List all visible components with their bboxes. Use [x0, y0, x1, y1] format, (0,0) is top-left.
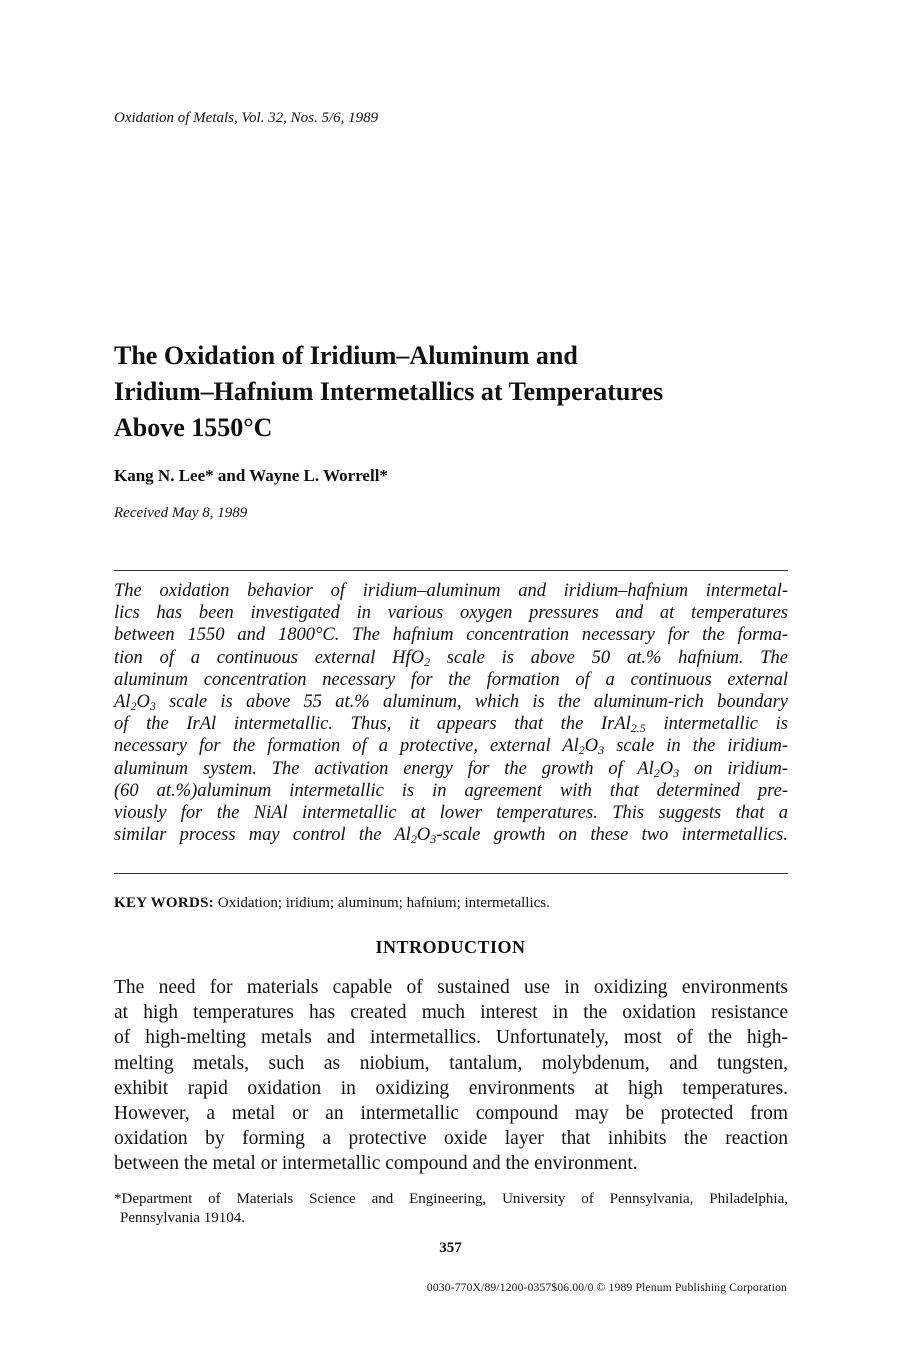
abstract-line	[114, 824, 788, 846]
subscript: 3	[149, 699, 156, 714]
abstract-text: -scale growth on these two intermetallics.	[436, 825, 788, 846]
title-line: Above 1550°C	[114, 413, 273, 442]
subscript: 3	[598, 743, 605, 758]
subscript: 2	[410, 832, 417, 847]
abstract-text: intermetallic is	[645, 714, 788, 735]
subscript: 2	[578, 743, 585, 758]
paragraph-line: melting metals, such as niobium, tantalum, molybdenum, and tungsten,	[114, 1052, 788, 1074]
subscript: 2	[653, 765, 660, 780]
abstract-text: scale in the iridium-	[604, 736, 788, 757]
paragraph-line: oxidation by forming a protective oxide layer that inhibits the reaction	[114, 1128, 788, 1150]
abstract-text: scale is above 50 at.% hafnium. The	[430, 647, 788, 668]
abstract-line	[114, 580, 788, 602]
subscript: 2.5	[630, 721, 646, 736]
abstract-text: on iridium-	[679, 758, 789, 779]
abstract-text: necessary for the formation of a protective, external Al	[114, 736, 579, 757]
subscript: 3	[430, 832, 437, 847]
keywords-label: KEY WORDS:	[114, 895, 215, 911]
copyright-line: 0030-770X/89/1200-0357$06.00/0 © 1989 Plenum Publishing Corporation	[426, 1282, 787, 1294]
abstract-line	[114, 802, 788, 824]
title-line: Iridium–Hafnium Intermetallics at Temperatures	[114, 377, 664, 406]
footnote-line: Pennsylvania 19104.	[120, 1210, 245, 1226]
abstract-bottom-rule	[114, 873, 788, 874]
journal-citation: Oxidation of Metals, Vol. 32, Nos. 5/6, 1989	[114, 110, 379, 126]
abstract	[114, 580, 788, 846]
section-heading: INTRODUCTION	[375, 937, 526, 957]
abstract-line	[114, 669, 788, 691]
paragraph-line: of high-melting metals and intermetallics. Unfortunately, most of the high-	[114, 1027, 788, 1049]
page-number: 357	[439, 1240, 462, 1256]
abstract-text: O	[659, 758, 674, 779]
abstract-text: viously for the NiAl intermetallic at lower temperatures. This suggests that a	[114, 803, 788, 824]
abstract-text: Al	[114, 692, 131, 713]
subscript: 2	[130, 699, 137, 714]
abstract-text: lics has been investigated in various oxygen pressures and at temperatures	[114, 603, 788, 624]
abstract-text: between 1550 and 1800°C. The hafnium concentration necessary for the forma-	[114, 625, 788, 646]
paragraph-line: between the metal or intermetallic compound and the environment.	[114, 1153, 638, 1175]
abstract-line	[114, 735, 788, 757]
introduction-paragraph	[114, 975, 788, 1177]
abstract-text: The oxidation behavior of iridium–aluminum and iridium–hafnium intermetal-	[114, 581, 788, 601]
paragraph-line: exhibit rapid oxidation in oxidizing environments at high temperatures.	[114, 1077, 788, 1099]
received-date: Received May 8, 1989	[114, 505, 248, 521]
abstract-text: O	[584, 736, 599, 757]
abstract-line	[114, 624, 788, 646]
affiliation-footnote	[114, 1190, 788, 1228]
authors: Kang N. Lee* and Wayne L. Worrell*	[114, 466, 388, 485]
abstract-text: tion of a continuous external HfO	[114, 647, 425, 668]
paragraph-line: The need for materials capable of sustained use in oxidizing environments	[114, 977, 788, 998]
paper-title	[114, 338, 794, 446]
paragraph-line: However, a metal or an intermetallic compound may be protected from	[114, 1103, 788, 1125]
abstract-text: (60 at.%)aluminum intermetallic is in agreement with that determined pre-	[114, 780, 788, 801]
paragraph-line: at high temperatures has created much interest in the oxidation resistance	[114, 1002, 788, 1024]
title-line: The Oxidation of Iridium–Aluminum and	[114, 341, 578, 370]
abstract-text: scale is above 55 at.% aluminum, which is the aluminum-rich boundary	[155, 692, 788, 713]
abstract-line	[114, 602, 788, 624]
abstract-line	[114, 780, 788, 802]
keywords	[114, 895, 550, 912]
abstract-line	[114, 713, 788, 735]
subscript: 3	[673, 765, 680, 780]
abstract-top-rule	[114, 570, 788, 571]
abstract-text: of the IrAl intermetallic. Thus, it appears that the IrAl	[114, 714, 631, 735]
abstract-line	[114, 758, 788, 780]
abstract-text: aluminum concentration necessary for the formation of a continuous external	[114, 669, 788, 690]
subscript: 2	[424, 654, 431, 669]
abstract-text: O	[136, 692, 150, 713]
footnote-line: *Department of Materials Science and Engineering, University of Pennsylvania, Philadelphia,	[114, 1191, 788, 1207]
abstract-text: similar process may control the Al	[114, 825, 411, 846]
abstract-text: O	[416, 825, 431, 846]
abstract-line	[114, 647, 788, 669]
abstract-line	[114, 691, 788, 713]
keywords-text: Oxidation; iridium; aluminum; hafnium; intermetallics.	[214, 895, 550, 911]
abstract-text: aluminum system. The activation energy for the growth of Al	[114, 758, 654, 779]
